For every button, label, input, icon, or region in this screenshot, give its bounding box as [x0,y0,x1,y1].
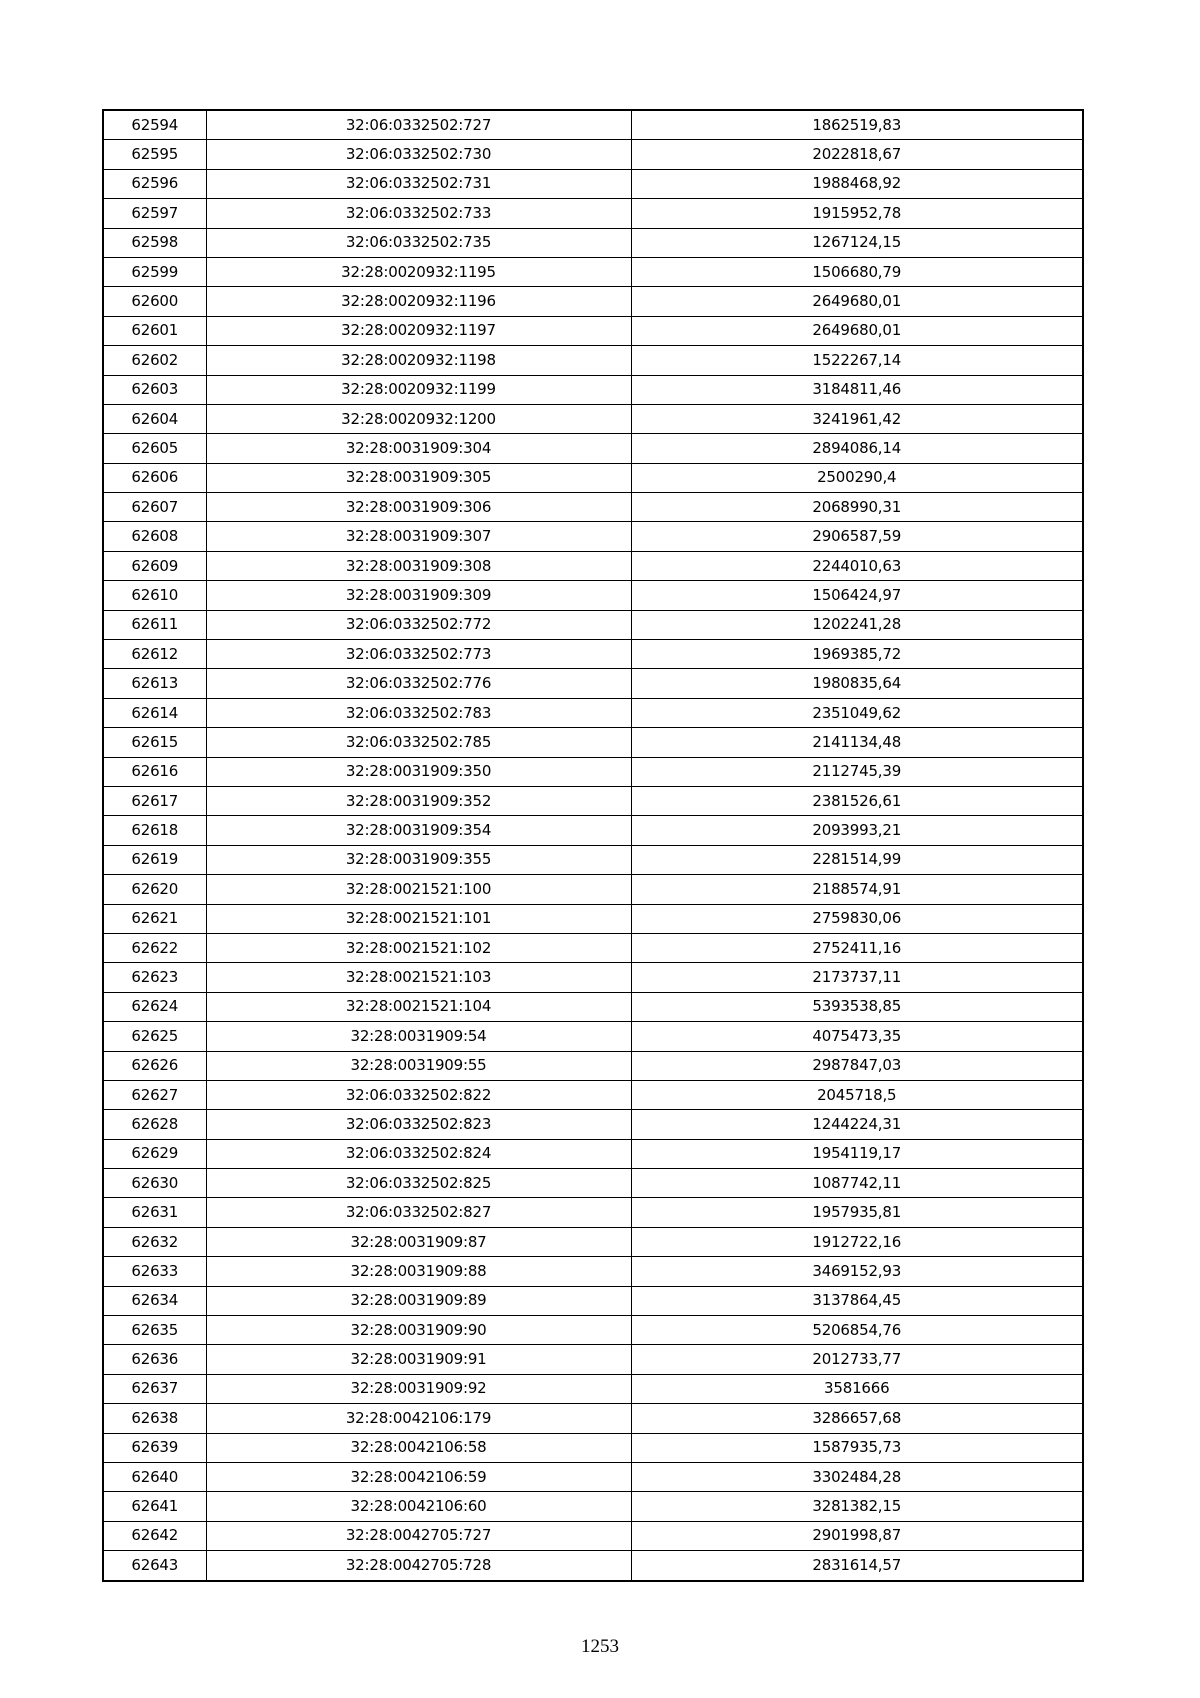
table-row [103,199,1083,228]
row-number-cell: 62615 [103,728,206,757]
value-cell: 2894086,14 [631,434,1083,463]
row-number-cell: 62612 [103,640,206,669]
row-number-cell: 62598 [103,228,206,257]
value-cell: 1587935,73 [631,1433,1083,1462]
value-cell: 1506680,79 [631,257,1083,286]
value-cell: 2987847,03 [631,1051,1083,1080]
table-row [103,404,1083,433]
table-row [103,875,1083,904]
table-row [103,1022,1083,1051]
value-cell: 2831614,57 [631,1551,1083,1581]
table-row [103,522,1083,551]
cadastral-number-cell: 32:06:0332502:785 [206,728,631,757]
cadastral-number-cell: 32:28:0042705:728 [206,1551,631,1581]
cadastral-number-cell: 32:28:0031909:54 [206,1022,631,1051]
cadastral-number-cell: 32:28:0031909:55 [206,1051,631,1080]
table-row [103,581,1083,610]
value-cell: 2022818,67 [631,140,1083,169]
cadastral-number-cell: 32:06:0332502:827 [206,1198,631,1227]
row-number-cell: 62601 [103,316,206,345]
value-cell: 5393538,85 [631,992,1083,1021]
cadastral-number-cell: 32:28:0020932:1197 [206,316,631,345]
row-number-cell: 62638 [103,1404,206,1433]
table-row [103,728,1083,757]
cadastral-number-cell: 32:28:0031909:305 [206,463,631,492]
cadastral-number-cell: 32:28:0031909:352 [206,786,631,815]
value-cell: 1912722,16 [631,1227,1083,1256]
row-number-cell: 62634 [103,1286,206,1315]
cadastral-number-cell: 32:28:0031909:90 [206,1316,631,1345]
table-row [103,933,1083,962]
table-row [103,1316,1083,1345]
value-cell: 1980835,64 [631,669,1083,698]
row-number-cell: 62621 [103,904,206,933]
value-cell: 3137864,45 [631,1286,1083,1315]
value-cell: 2381526,61 [631,786,1083,815]
table-row [103,228,1083,257]
row-number-cell: 62596 [103,169,206,198]
row-number-cell: 62631 [103,1198,206,1227]
cadastral-number-cell: 32:06:0332502:773 [206,640,631,669]
value-cell: 2093993,21 [631,816,1083,845]
row-number-cell: 62625 [103,1022,206,1051]
row-number-cell: 62633 [103,1257,206,1286]
row-number-cell: 62641 [103,1492,206,1521]
value-cell: 2351049,62 [631,698,1083,727]
table-row [103,346,1083,375]
table-row [103,1462,1083,1491]
table-row [103,287,1083,316]
table-row [103,140,1083,169]
row-number-cell: 62617 [103,786,206,815]
cadastral-number-cell: 32:28:0020932:1199 [206,375,631,404]
cadastral-number-cell: 32:28:0021521:104 [206,992,631,1021]
table-row [103,757,1083,786]
value-cell: 2141134,48 [631,728,1083,757]
row-number-cell: 62606 [103,463,206,492]
value-cell: 1087742,11 [631,1169,1083,1198]
value-cell: 5206854,76 [631,1316,1083,1345]
value-cell: 2649680,01 [631,316,1083,345]
table-row [103,1051,1083,1080]
table-row [103,1227,1083,1256]
row-number-cell: 62626 [103,1051,206,1080]
cadastral-number-cell: 32:28:0021521:101 [206,904,631,933]
cadastral-number-cell: 32:28:0031909:308 [206,551,631,580]
value-cell: 2012733,77 [631,1345,1083,1374]
value-cell: 1506424,97 [631,581,1083,610]
value-cell: 4075473,35 [631,1022,1083,1051]
cadastral-number-cell: 32:28:0031909:88 [206,1257,631,1286]
table-row [103,1345,1083,1374]
row-number-cell: 62594 [103,110,206,140]
cadastral-number-cell: 32:06:0332502:735 [206,228,631,257]
table-row [103,816,1083,845]
row-number-cell: 62613 [103,669,206,698]
row-number-cell: 62642 [103,1521,206,1550]
table-row [103,1492,1083,1521]
table-row [103,257,1083,286]
row-number-cell: 62636 [103,1345,206,1374]
cadastral-number-cell: 32:28:0031909:92 [206,1374,631,1403]
table-row [103,963,1083,992]
table-row [103,1521,1083,1550]
value-cell: 2906587,59 [631,522,1083,551]
table-row [103,551,1083,580]
cadastral-number-cell: 32:28:0031909:354 [206,816,631,845]
value-cell: 1202241,28 [631,610,1083,639]
value-cell: 2649680,01 [631,287,1083,316]
row-number-cell: 62629 [103,1139,206,1168]
table-row [103,1286,1083,1315]
cadastral-number-cell: 32:28:0020932:1195 [206,257,631,286]
table-row [103,1257,1083,1286]
cadastral-number-cell: 32:06:0332502:776 [206,669,631,698]
table-row [103,1433,1083,1462]
table-row [103,904,1083,933]
value-cell: 2901998,87 [631,1521,1083,1550]
value-cell: 3581666 [631,1374,1083,1403]
cadastral-number-cell: 32:06:0332502:823 [206,1110,631,1139]
value-cell: 3241961,42 [631,404,1083,433]
cadastral-number-cell: 32:28:0031909:306 [206,493,631,522]
table-row [103,1110,1083,1139]
cadastral-number-cell: 32:28:0031909:355 [206,845,631,874]
cadastral-number-cell: 32:06:0332502:731 [206,169,631,198]
cadastral-number-cell: 32:28:0031909:91 [206,1345,631,1374]
row-number-cell: 62602 [103,346,206,375]
value-cell: 2281514,99 [631,845,1083,874]
value-cell: 1522267,14 [631,346,1083,375]
cadastral-number-cell: 32:06:0332502:733 [206,199,631,228]
row-number-cell: 62632 [103,1227,206,1256]
cadastral-number-cell: 32:28:0042106:58 [206,1433,631,1462]
table-row [103,1374,1083,1403]
table-row [103,1198,1083,1227]
value-cell: 1957935,81 [631,1198,1083,1227]
value-cell: 1988468,92 [631,169,1083,198]
table-row [103,316,1083,345]
value-cell: 1244224,31 [631,1110,1083,1139]
cadastral-number-cell: 32:06:0332502:730 [206,140,631,169]
value-cell: 1267124,15 [631,228,1083,257]
row-number-cell: 62628 [103,1110,206,1139]
row-number-cell: 62604 [103,404,206,433]
table-row [103,669,1083,698]
row-number-cell: 62630 [103,1169,206,1198]
value-cell: 1954119,17 [631,1139,1083,1168]
value-cell: 3184811,46 [631,375,1083,404]
table-row [103,110,1083,140]
table-row [103,1139,1083,1168]
cadastral-number-cell: 32:06:0332502:825 [206,1169,631,1198]
row-number-cell: 62619 [103,845,206,874]
cadastral-value-table [102,109,1084,1582]
row-number-cell: 62616 [103,757,206,786]
cadastral-number-cell: 32:06:0332502:783 [206,698,631,727]
cadastral-number-cell: 32:06:0332502:822 [206,1080,631,1109]
table-row [103,434,1083,463]
table-row [103,610,1083,639]
cadastral-number-cell: 32:06:0332502:727 [206,110,631,140]
row-number-cell: 62597 [103,199,206,228]
table-row [103,1551,1083,1581]
table-row [103,1169,1083,1198]
row-number-cell: 62600 [103,287,206,316]
cadastral-number-cell: 32:28:0042106:59 [206,1462,631,1491]
table-row [103,992,1083,1021]
cadastral-number-cell: 32:28:0031909:304 [206,434,631,463]
row-number-cell: 62605 [103,434,206,463]
table-row [103,375,1083,404]
row-number-cell: 62624 [103,992,206,1021]
row-number-cell: 62639 [103,1433,206,1462]
cadastral-number-cell: 32:28:0031909:89 [206,1286,631,1315]
row-number-cell: 62610 [103,581,206,610]
table-row [103,786,1083,815]
table-row [103,1080,1083,1109]
row-number-cell: 62622 [103,933,206,962]
row-number-cell: 62635 [103,1316,206,1345]
value-cell: 2500290,4 [631,463,1083,492]
table-row [103,169,1083,198]
value-cell: 3469152,93 [631,1257,1083,1286]
row-number-cell: 62599 [103,257,206,286]
cadastral-number-cell: 32:06:0332502:824 [206,1139,631,1168]
table-body [103,110,1083,1581]
row-number-cell: 62608 [103,522,206,551]
value-cell: 2112745,39 [631,757,1083,786]
row-number-cell: 62618 [103,816,206,845]
table-row [103,845,1083,874]
row-number-cell: 62640 [103,1462,206,1491]
cadastral-number-cell: 32:28:0042106:60 [206,1492,631,1521]
row-number-cell: 62603 [103,375,206,404]
cadastral-number-cell: 32:28:0031909:309 [206,581,631,610]
table-row [103,640,1083,669]
table-row [103,1404,1083,1433]
cadastral-number-cell: 32:28:0021521:100 [206,875,631,904]
cadastral-number-cell: 32:28:0042705:727 [206,1521,631,1550]
row-number-cell: 62607 [103,493,206,522]
cadastral-number-cell: 32:28:0021521:103 [206,963,631,992]
value-cell: 2759830,06 [631,904,1083,933]
row-number-cell: 62643 [103,1551,206,1581]
cadastral-number-cell: 32:06:0332502:772 [206,610,631,639]
value-cell: 2752411,16 [631,933,1083,962]
cadastral-number-cell: 32:28:0031909:307 [206,522,631,551]
value-cell: 2068990,31 [631,493,1083,522]
row-number-cell: 62623 [103,963,206,992]
cadastral-number-cell: 32:28:0021521:102 [206,933,631,962]
row-number-cell: 62627 [103,1080,206,1109]
cadastral-number-cell: 32:28:0020932:1196 [206,287,631,316]
row-number-cell: 62609 [103,551,206,580]
cadastral-number-cell: 32:28:0020932:1200 [206,404,631,433]
value-cell: 3281382,15 [631,1492,1083,1521]
value-cell: 3286657,68 [631,1404,1083,1433]
value-cell: 1969385,72 [631,640,1083,669]
row-number-cell: 62614 [103,698,206,727]
page-number: 1253 [581,1636,619,1657]
row-number-cell: 62637 [103,1374,206,1403]
cadastral-number-cell: 32:28:0031909:87 [206,1227,631,1256]
table-row [103,493,1083,522]
value-cell: 2188574,91 [631,875,1083,904]
row-number-cell: 62620 [103,875,206,904]
table-row [103,463,1083,492]
value-cell: 3302484,28 [631,1462,1083,1491]
value-cell: 2244010,63 [631,551,1083,580]
table-row [103,698,1083,727]
value-cell: 2045718,5 [631,1080,1083,1109]
cadastral-number-cell: 32:28:0020932:1198 [206,346,631,375]
cadastral-number-cell: 32:28:0042106:179 [206,1404,631,1433]
row-number-cell: 62595 [103,140,206,169]
value-cell: 1915952,78 [631,199,1083,228]
cadastral-number-cell: 32:28:0031909:350 [206,757,631,786]
row-number-cell: 62611 [103,610,206,639]
value-cell: 2173737,11 [631,963,1083,992]
value-cell: 1862519,83 [631,110,1083,140]
